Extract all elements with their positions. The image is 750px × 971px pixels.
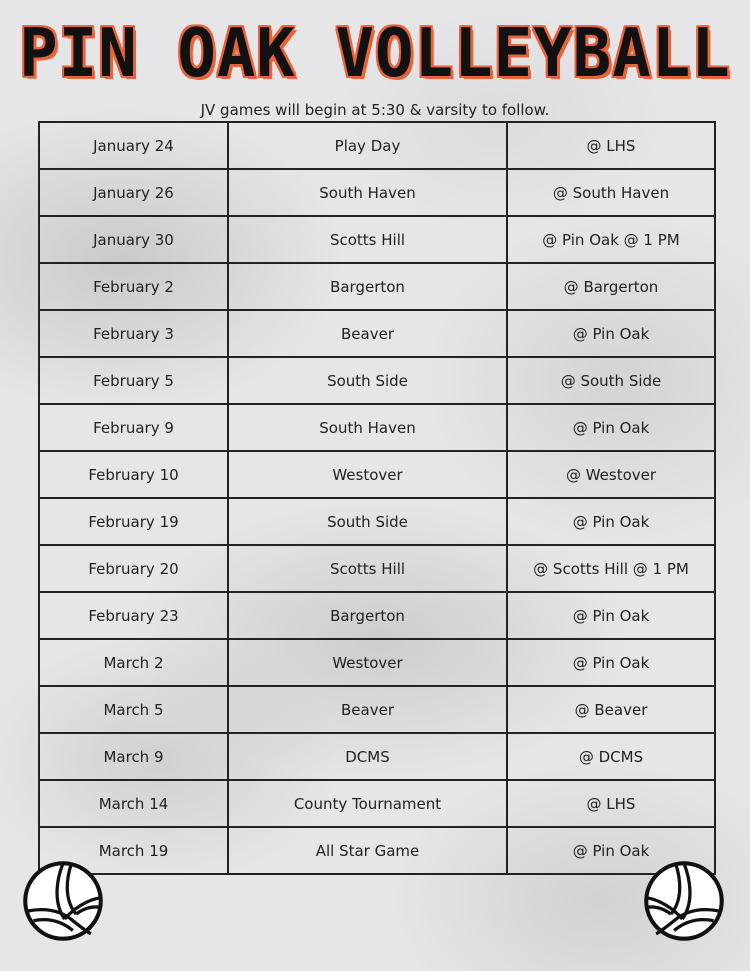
game-date: March 5 bbox=[39, 686, 228, 733]
game-date: March 14 bbox=[39, 780, 228, 827]
game-opponent: Scotts Hill bbox=[228, 545, 507, 592]
game-location: @ DCMS bbox=[507, 733, 715, 780]
table-row bbox=[39, 169, 715, 216]
table-row bbox=[39, 686, 715, 733]
game-date: February 20 bbox=[39, 545, 228, 592]
table-row bbox=[39, 263, 715, 310]
game-date: March 2 bbox=[39, 639, 228, 686]
game-location: @ Beaver bbox=[507, 686, 715, 733]
game-date: February 10 bbox=[39, 451, 228, 498]
game-date: March 19 bbox=[39, 827, 228, 874]
volleyball-icon bbox=[22, 860, 104, 942]
game-location: @ LHS bbox=[507, 780, 715, 827]
game-date: February 23 bbox=[39, 592, 228, 639]
table-row bbox=[39, 545, 715, 592]
game-location: @ Pin Oak bbox=[507, 592, 715, 639]
table-row bbox=[39, 498, 715, 545]
game-date: February 2 bbox=[39, 263, 228, 310]
game-opponent: Beaver bbox=[228, 686, 507, 733]
table-row bbox=[39, 827, 715, 874]
page-title: PIN OAK VOLLEYBALL bbox=[19, 15, 731, 93]
game-location: @ South Haven bbox=[507, 169, 715, 216]
schedule-note: JV games will begin at 5:30 & varsity to follow. bbox=[200, 101, 550, 119]
game-opponent: Westover bbox=[228, 639, 507, 686]
game-date: February 5 bbox=[39, 357, 228, 404]
game-opponent: DCMS bbox=[228, 733, 507, 780]
table-row bbox=[39, 122, 715, 169]
game-opponent: Bargerton bbox=[228, 592, 507, 639]
table-row bbox=[39, 357, 715, 404]
game-location: @ Scotts Hill @ 1 PM bbox=[507, 545, 715, 592]
game-opponent: Scotts Hill bbox=[228, 216, 507, 263]
game-opponent: South Side bbox=[228, 357, 507, 404]
volleyball-icon bbox=[643, 860, 725, 942]
table-row bbox=[39, 639, 715, 686]
game-opponent: South Haven bbox=[228, 169, 507, 216]
game-opponent: Play Day bbox=[228, 122, 507, 169]
game-date: January 30 bbox=[39, 216, 228, 263]
game-location: @ LHS bbox=[507, 122, 715, 169]
game-opponent: South Haven bbox=[228, 404, 507, 451]
game-opponent: All Star Game bbox=[228, 827, 507, 874]
table-row bbox=[39, 780, 715, 827]
game-date: February 19 bbox=[39, 498, 228, 545]
game-location: @ Pin Oak bbox=[507, 827, 715, 874]
game-opponent: South Side bbox=[228, 498, 507, 545]
game-opponent: Westover bbox=[228, 451, 507, 498]
table-row bbox=[39, 216, 715, 263]
game-location: @ Pin Oak @ 1 PM bbox=[507, 216, 715, 263]
table-row bbox=[39, 592, 715, 639]
game-location: @ Pin Oak bbox=[507, 639, 715, 686]
game-date: February 3 bbox=[39, 310, 228, 357]
game-opponent: Beaver bbox=[228, 310, 507, 357]
game-date: March 9 bbox=[39, 733, 228, 780]
game-location: @ Pin Oak bbox=[507, 404, 715, 451]
table-row bbox=[39, 451, 715, 498]
table-row bbox=[39, 310, 715, 357]
schedule-body bbox=[39, 122, 715, 874]
game-date: February 9 bbox=[39, 404, 228, 451]
game-opponent: Bargerton bbox=[228, 263, 507, 310]
game-location: @ Pin Oak bbox=[507, 498, 715, 545]
game-date: January 26 bbox=[39, 169, 228, 216]
schedule-table bbox=[38, 121, 716, 875]
table-row bbox=[39, 404, 715, 451]
game-date: January 24 bbox=[39, 122, 228, 169]
game-location: @ Bargerton bbox=[507, 263, 715, 310]
game-location: @ Pin Oak bbox=[507, 310, 715, 357]
game-location: @ South Side bbox=[507, 357, 715, 404]
table-row bbox=[39, 733, 715, 780]
game-opponent: County Tournament bbox=[228, 780, 507, 827]
game-location: @ Westover bbox=[507, 451, 715, 498]
